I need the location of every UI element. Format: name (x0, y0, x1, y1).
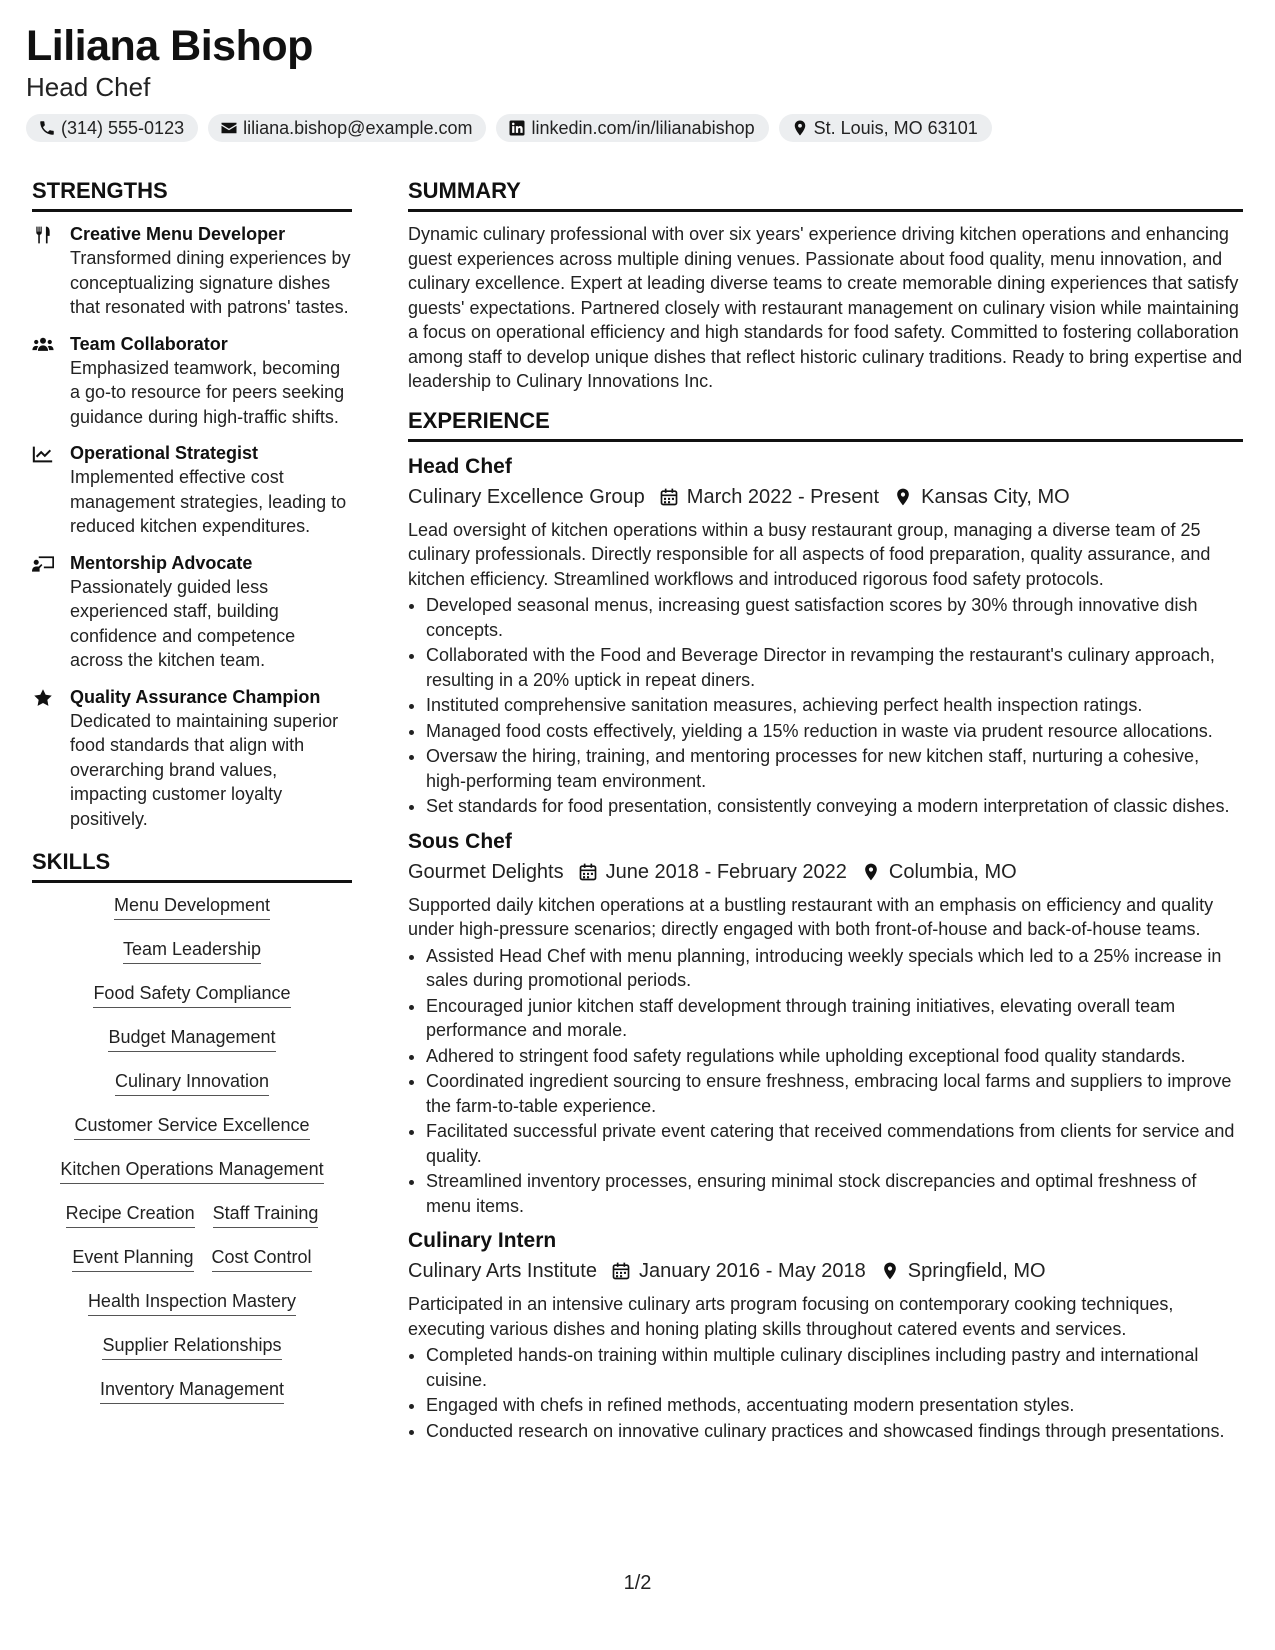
contact-email[interactable] (208, 114, 486, 142)
skill-tag: Kitchen Operations Management (60, 1157, 323, 1184)
job-dates: March 2022 - Present (686, 485, 880, 508)
strengths-heading: STRENGTHS (32, 178, 352, 212)
skill-tag: Event Planning (72, 1245, 193, 1272)
strength-title: Mentorship Advocate (70, 552, 253, 573)
job-bullet: • Instituted comprehensive sanitation measures, achieving perfect health inspection ratings. (426, 693, 1243, 718)
job-entry (408, 1226, 1243, 1443)
map-pin-icon (791, 119, 809, 137)
job-bullet: • Streamlined inventory processes, ensuring minimal stock discrepancies and optimal freshness of menu items. (426, 1169, 1243, 1218)
strength-item (32, 441, 352, 539)
linkedin-icon (508, 119, 526, 137)
strength-desc: Transformed dining experiences by conceptualizing signature dishes that resonated with patrons' tastes. (70, 248, 351, 317)
strength-title: Team Collaborator (70, 333, 228, 354)
skill-tag: Inventory Management (100, 1377, 284, 1404)
strength-item (32, 685, 352, 832)
skills-heading: SKILLS (32, 849, 352, 883)
strength-desc: Emphasized teamwork, becoming a go-to resource for peers seeking guidance during high-traffic shifts. (70, 357, 345, 427)
summary-heading: SUMMARY (408, 178, 1243, 212)
skill-tag: Staff Training (213, 1201, 319, 1228)
strength-title: Creative Menu Developer (70, 224, 286, 244)
job-bullet: • Coordinated ingredient sourcing to ensure freshness, embracing local farms and suppliers to improve the farm-to-table experience. (426, 1069, 1243, 1118)
job-description: Participated in an intensive culinary arts program focusing on contemporary cooking techniques, executing various dishes and honing plating skills throughout catered events and services. (408, 1294, 1174, 1339)
envelope-icon (220, 119, 238, 137)
contact-phone[interactable] (26, 114, 198, 142)
job-location: Columbia, MO (888, 860, 1017, 883)
job-dates: June 2018 - February 2022 (605, 860, 847, 883)
skill-tag: Budget Management (108, 1025, 275, 1052)
calendar-icon (659, 487, 679, 507)
job-title: Culinary Intern (408, 1229, 557, 1252)
strength-desc: Dedicated to maintaining superior food standards that align with overarching brand values, impacting customer loyalty positively. (70, 710, 339, 829)
contact-location[interactable] (779, 114, 992, 142)
job-location: Kansas City, MO (921, 485, 1070, 508)
candidate-name: Liliana Bishop (26, 22, 313, 70)
calendar-icon (578, 862, 598, 882)
job-bullet: • Completed hands-on training within multiple culinary disciplines including pastry and international cuisine. (426, 1343, 1243, 1392)
job-bullets (408, 593, 1243, 819)
job-location: Springfield, MO (907, 1260, 1046, 1282)
map-pin-icon (893, 487, 913, 507)
skill-tag: Supplier Relationships (102, 1333, 281, 1360)
skill-tag: Menu Development (114, 893, 270, 920)
job-bullet: • Encouraged junior kitchen staff development through training initiatives, elevating overall team performance and morale. (426, 994, 1243, 1043)
strength-item (32, 222, 352, 320)
phone-icon (38, 119, 56, 137)
job-dates: January 2016 - May 2018 (638, 1260, 866, 1282)
page-number: 1/2 (623, 1572, 652, 1594)
strength-desc: Implemented effective cost management strategies, leading to reduced kitchen expenditures. (70, 467, 347, 536)
job-description: Lead oversight of kitchen operations within a busy restaurant group, managing a diverse team of 25 culinary professionals. Directly responsible for all aspects of food preparation, quality assurance, and kitchen efficiency. Streamlined workflows and introduced rigorous food safety protocols. (408, 519, 1211, 589)
job-company: Gourmet Delights (408, 860, 564, 883)
job-bullet: • Adhered to stringent food safety regulations while upholding exceptional food quality standards. (426, 1044, 1243, 1069)
users-icon (32, 335, 54, 355)
job-entry (408, 827, 1243, 1219)
skill-tag: Food Safety Compliance (93, 981, 290, 1008)
contact-linkedin-text: linkedin.com/in/lilianabishop (531, 117, 755, 138)
star-icon (32, 688, 54, 708)
chalkboard-teacher-icon (32, 554, 54, 574)
job-bullet: • Engaged with chefs in refined methods, accentuating modern presentation styles. (426, 1393, 1243, 1418)
left-column (32, 178, 352, 1421)
summary-text: Dynamic culinary professional with over six years' experience driving kitchen operations and enhancing guest experiences across multiple dining venues. Passionate about food quality, menu innovation, and culinary excellence. Expert at leading diverse teams to create memorable dining experiences that satisfy guests' expectations. Partnered closely with restaurant management on culinary vision while maintaining a focus on operational efficiency and high standards for food safety. Committed to fostering collaboration among staff to develop unique dishes that reflect historic culinary traditions. Ready to bring expertise and leadership to Culinary Innovations Inc. (408, 224, 1243, 391)
skills-list (32, 893, 352, 1421)
contact-email-text: liliana.bishop@example.com (243, 117, 473, 138)
strength-title: Operational Strategist (70, 443, 259, 463)
job-meta (408, 857, 1243, 887)
strength-title: Quality Assurance Champion (70, 686, 321, 707)
right-column (408, 178, 1243, 1444)
skill-tag: Culinary Innovation (115, 1069, 269, 1096)
skill-tag: Health Inspection Mastery (88, 1289, 296, 1316)
candidate-title: Head Chef (26, 72, 151, 102)
skill-tag: Team Leadership (123, 937, 261, 964)
job-bullet: • Set standards for food presentation, consistently conveying a modern interpretation of classic dishes. (426, 794, 1243, 819)
skill-tag: Cost Control (212, 1245, 312, 1272)
experience-heading: EXPERIENCE (408, 408, 1243, 442)
contact-location-text: St. Louis, MO 63101 (813, 117, 978, 138)
calendar-icon (611, 1261, 631, 1281)
map-pin-icon (880, 1261, 900, 1281)
job-bullet: • Developed seasonal menus, increasing guest satisfaction scores by 30% through innovative dish concepts. (426, 593, 1243, 642)
job-bullet: • Facilitated successful private event catering that received commendations from clients for service and quality. (426, 1119, 1243, 1168)
job-bullets (408, 944, 1243, 1219)
contact-phone-text: (314) 555-0123 (61, 117, 185, 138)
job-bullet: • Oversaw the hiring, training, and mentoring processes for new kitchen staff, nurturing a cohesive, high-performing team environment. (426, 744, 1243, 793)
strength-item (32, 551, 352, 673)
job-company: Culinary Arts Institute (408, 1260, 597, 1282)
job-bullet: • Assisted Head Chef with menu planning, introducing weekly specials which led to a 25% increase in sales during promotional periods. (426, 944, 1243, 993)
chart-line-icon (32, 444, 54, 464)
job-bullets (408, 1343, 1243, 1443)
strength-desc: Passionately guided less experienced staff, building confidence and competence across the kitchen team. (70, 576, 296, 670)
strength-item (32, 332, 352, 430)
job-entry (408, 452, 1243, 819)
contact-bar (26, 114, 992, 142)
job-bullet: • Conducted research on innovative culinary practices and showcased findings through presentations. (426, 1419, 1243, 1444)
contact-linkedin[interactable] (496, 114, 768, 142)
skill-tag: Recipe Creation (66, 1201, 195, 1228)
utensils-icon (32, 225, 54, 245)
job-bullet: • Collaborated with the Food and Beverage Director in revamping the restaurant's culinary approach, resulting in a 20% uptick in repeat diners. (426, 643, 1243, 692)
job-description: Supported daily kitchen operations at a bustling restaurant with an emphasis on efficiency and quality under high-pressure scenarios; directly engaged with both front-of-house and back-of-house teams. (408, 894, 1214, 939)
job-title: Sous Chef (408, 829, 512, 853)
job-bullet: • Managed food costs effectively, yielding a 15% reduction in waste via prudent resource allocations. (426, 719, 1243, 744)
map-pin-icon (861, 862, 881, 882)
job-meta (408, 1256, 1243, 1286)
job-meta (408, 482, 1243, 512)
skill-tag: Customer Service Excellence (74, 1113, 309, 1140)
job-title: Head Chef (408, 454, 512, 478)
job-company: Culinary Excellence Group (408, 485, 645, 508)
